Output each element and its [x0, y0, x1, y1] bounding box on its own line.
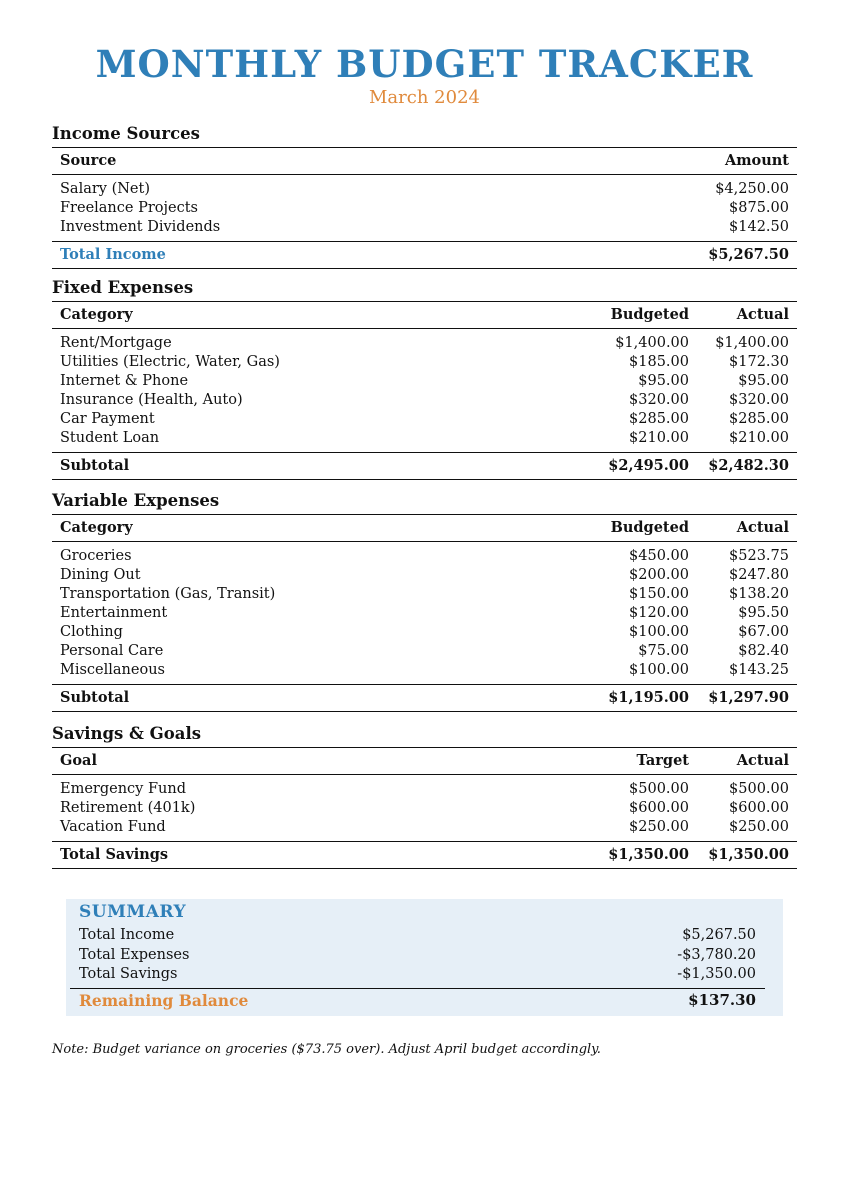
category-cell: Entertainment [60, 605, 168, 621]
category-cell: Clothing [60, 624, 123, 640]
variable-col-actual: Actual [697, 515, 797, 542]
budgeted-cell: $200.00 [629, 567, 689, 583]
summary-value: $5,267.50 [682, 927, 756, 943]
fixed-col-category: Category [52, 302, 597, 329]
income-total-row [52, 242, 797, 269]
summary-rows [66, 926, 769, 985]
summary-row [66, 965, 769, 985]
actual-cell: $250.00 [729, 819, 789, 835]
budgeted-cell: $285.00 [629, 411, 689, 427]
income-amount-cell: $142.50 [729, 219, 789, 235]
savings-header-row [52, 748, 797, 775]
table-row [52, 818, 797, 842]
budgeted-cell: $150.00 [629, 586, 689, 602]
variable-col-category: Category [52, 515, 597, 542]
fixed-subtotal-row [52, 453, 797, 480]
table-row [52, 661, 797, 685]
fixed-expenses-table [52, 301, 797, 480]
actual-cell: $138.20 [729, 586, 789, 602]
income-amount-cell: $4,250.00 [715, 181, 789, 197]
summary-value: -$3,780.20 [677, 946, 756, 963]
income-col-amount: Amount [533, 148, 797, 175]
subtotal-actual: $1,297.90 [697, 685, 797, 712]
subtotal-budgeted: $2,495.00 [597, 453, 697, 480]
income-header-row [52, 148, 797, 175]
actual-cell: $1,400.00 [715, 335, 789, 351]
page-title: MONTHLY BUDGET TRACKER [95, 42, 754, 86]
total-savings-label: Total Savings [52, 842, 597, 869]
subtotal-label: Subtotal [52, 453, 597, 480]
summary-label: Total Income [79, 927, 175, 943]
category-cell: Personal Care [60, 643, 164, 659]
income-table [52, 147, 797, 269]
subtotal-actual: $2,482.30 [697, 453, 797, 480]
income-source-cell: Salary (Net) [60, 181, 151, 197]
page-subtitle: March 2024 [369, 87, 480, 108]
target-cell: $250.00 [629, 819, 689, 835]
actual-cell: $67.00 [738, 624, 789, 640]
category-cell: Rent/Mortgage [60, 335, 172, 351]
summary-label: Total Expenses [79, 946, 190, 963]
subtotal-label: Subtotal [52, 685, 597, 712]
income-amount-cell: $875.00 [729, 200, 789, 216]
actual-cell: $600.00 [729, 800, 789, 816]
table-row [52, 642, 797, 661]
total-savings-actual: $1,350.00 [697, 842, 797, 869]
subtotal-budgeted: $1,195.00 [597, 685, 697, 712]
budgeted-cell: $95.00 [638, 373, 689, 389]
fixed-col-actual: Actual [697, 302, 797, 329]
income-section [52, 123, 797, 269]
table-row [52, 566, 797, 585]
table-row [52, 585, 797, 604]
income-source-cell: Freelance Projects [60, 200, 198, 216]
category-cell: Groceries [60, 548, 132, 564]
category-cell: Insurance (Health, Auto) [60, 392, 243, 408]
target-cell: $500.00 [629, 781, 689, 797]
footnote: Note: Budget variance on groceries ($73.75 over). Adjust April budget accordingly. [52, 1042, 601, 1057]
savings-col-actual: Actual [697, 748, 797, 775]
budgeted-cell: $1,400.00 [615, 335, 689, 351]
variable-header-row [52, 515, 797, 542]
category-cell: Transportation (Gas, Transit) [60, 586, 276, 602]
variable-col-budgeted: Budgeted [597, 515, 697, 542]
variable-expenses-section [52, 490, 797, 712]
actual-cell: $320.00 [729, 392, 789, 408]
income-source-cell: Investment Dividends [60, 219, 221, 235]
table-row [52, 353, 797, 372]
summary-title: SUMMARY [79, 902, 187, 922]
total-income-amount: $5,267.50 [533, 242, 797, 269]
total-savings-target: $1,350.00 [597, 842, 697, 869]
actual-cell: $82.40 [738, 643, 789, 659]
budgeted-cell: $185.00 [629, 354, 689, 370]
budgeted-cell: $75.00 [638, 643, 689, 659]
category-cell: Internet & Phone [60, 373, 189, 389]
table-row [52, 218, 797, 242]
budgeted-cell: $450.00 [629, 548, 689, 564]
budgeted-cell: $320.00 [629, 392, 689, 408]
summary-box [66, 899, 783, 1016]
budgeted-cell: $210.00 [629, 430, 689, 446]
actual-cell: $285.00 [729, 411, 789, 427]
savings-total-row [52, 842, 797, 869]
category-cell: Miscellaneous [60, 662, 165, 678]
table-row [52, 199, 797, 218]
total-income-label: Total Income [52, 242, 533, 269]
budgeted-cell: $120.00 [629, 605, 689, 621]
goal-cell: Retirement (401k) [60, 800, 196, 816]
savings-col-target: Target [597, 748, 697, 775]
fixed-expenses-section [52, 277, 797, 480]
savings-table [52, 747, 797, 869]
actual-cell: $95.00 [738, 373, 789, 389]
remaining-balance-label: Remaining Balance [79, 991, 249, 1010]
target-cell: $600.00 [629, 800, 689, 816]
table-row [52, 799, 797, 818]
budgeted-cell: $100.00 [629, 624, 689, 640]
category-cell: Dining Out [60, 567, 141, 583]
category-cell: Car Payment [60, 411, 155, 427]
table-row [52, 604, 797, 623]
summary-value: -$1,350.00 [677, 966, 756, 982]
category-cell: Student Loan [60, 430, 160, 446]
savings-section-title: Savings & Goals [52, 724, 202, 743]
budgeted-cell: $100.00 [629, 662, 689, 678]
income-col-source: Source [52, 148, 533, 175]
income-section-title: Income Sources [52, 124, 200, 143]
actual-cell: $523.75 [729, 548, 789, 564]
fixed-col-budgeted: Budgeted [597, 302, 697, 329]
table-row [52, 623, 797, 642]
table-row [52, 429, 797, 453]
actual-cell: $500.00 [729, 781, 789, 797]
summary-row [66, 926, 769, 946]
table-row [52, 175, 797, 199]
table-row [52, 410, 797, 429]
table-row [52, 391, 797, 410]
actual-cell: $247.80 [729, 567, 789, 583]
table-row [52, 372, 797, 391]
variable-expenses-table [52, 514, 797, 712]
table-row [52, 542, 797, 566]
summary-row [66, 946, 769, 966]
goal-cell: Emergency Fund [60, 781, 186, 797]
savings-col-goal: Goal [52, 748, 597, 775]
actual-cell: $143.25 [729, 662, 789, 678]
actual-cell: $210.00 [729, 430, 789, 446]
summary-label: Total Savings [79, 966, 178, 982]
fixed-header-row [52, 302, 797, 329]
remaining-balance-value: $137.30 [688, 991, 756, 1009]
remaining-balance-row [70, 988, 765, 1010]
actual-cell: $172.30 [729, 354, 789, 370]
fixed-expenses-title: Fixed Expenses [52, 278, 194, 297]
table-row [52, 775, 797, 799]
goal-cell: Vacation Fund [60, 819, 166, 835]
savings-section [52, 723, 797, 869]
variable-subtotal-row [52, 685, 797, 712]
category-cell: Utilities (Electric, Water, Gas) [60, 354, 280, 370]
variable-expenses-title: Variable Expenses [52, 491, 220, 510]
table-row [52, 329, 797, 353]
actual-cell: $95.50 [738, 605, 789, 621]
